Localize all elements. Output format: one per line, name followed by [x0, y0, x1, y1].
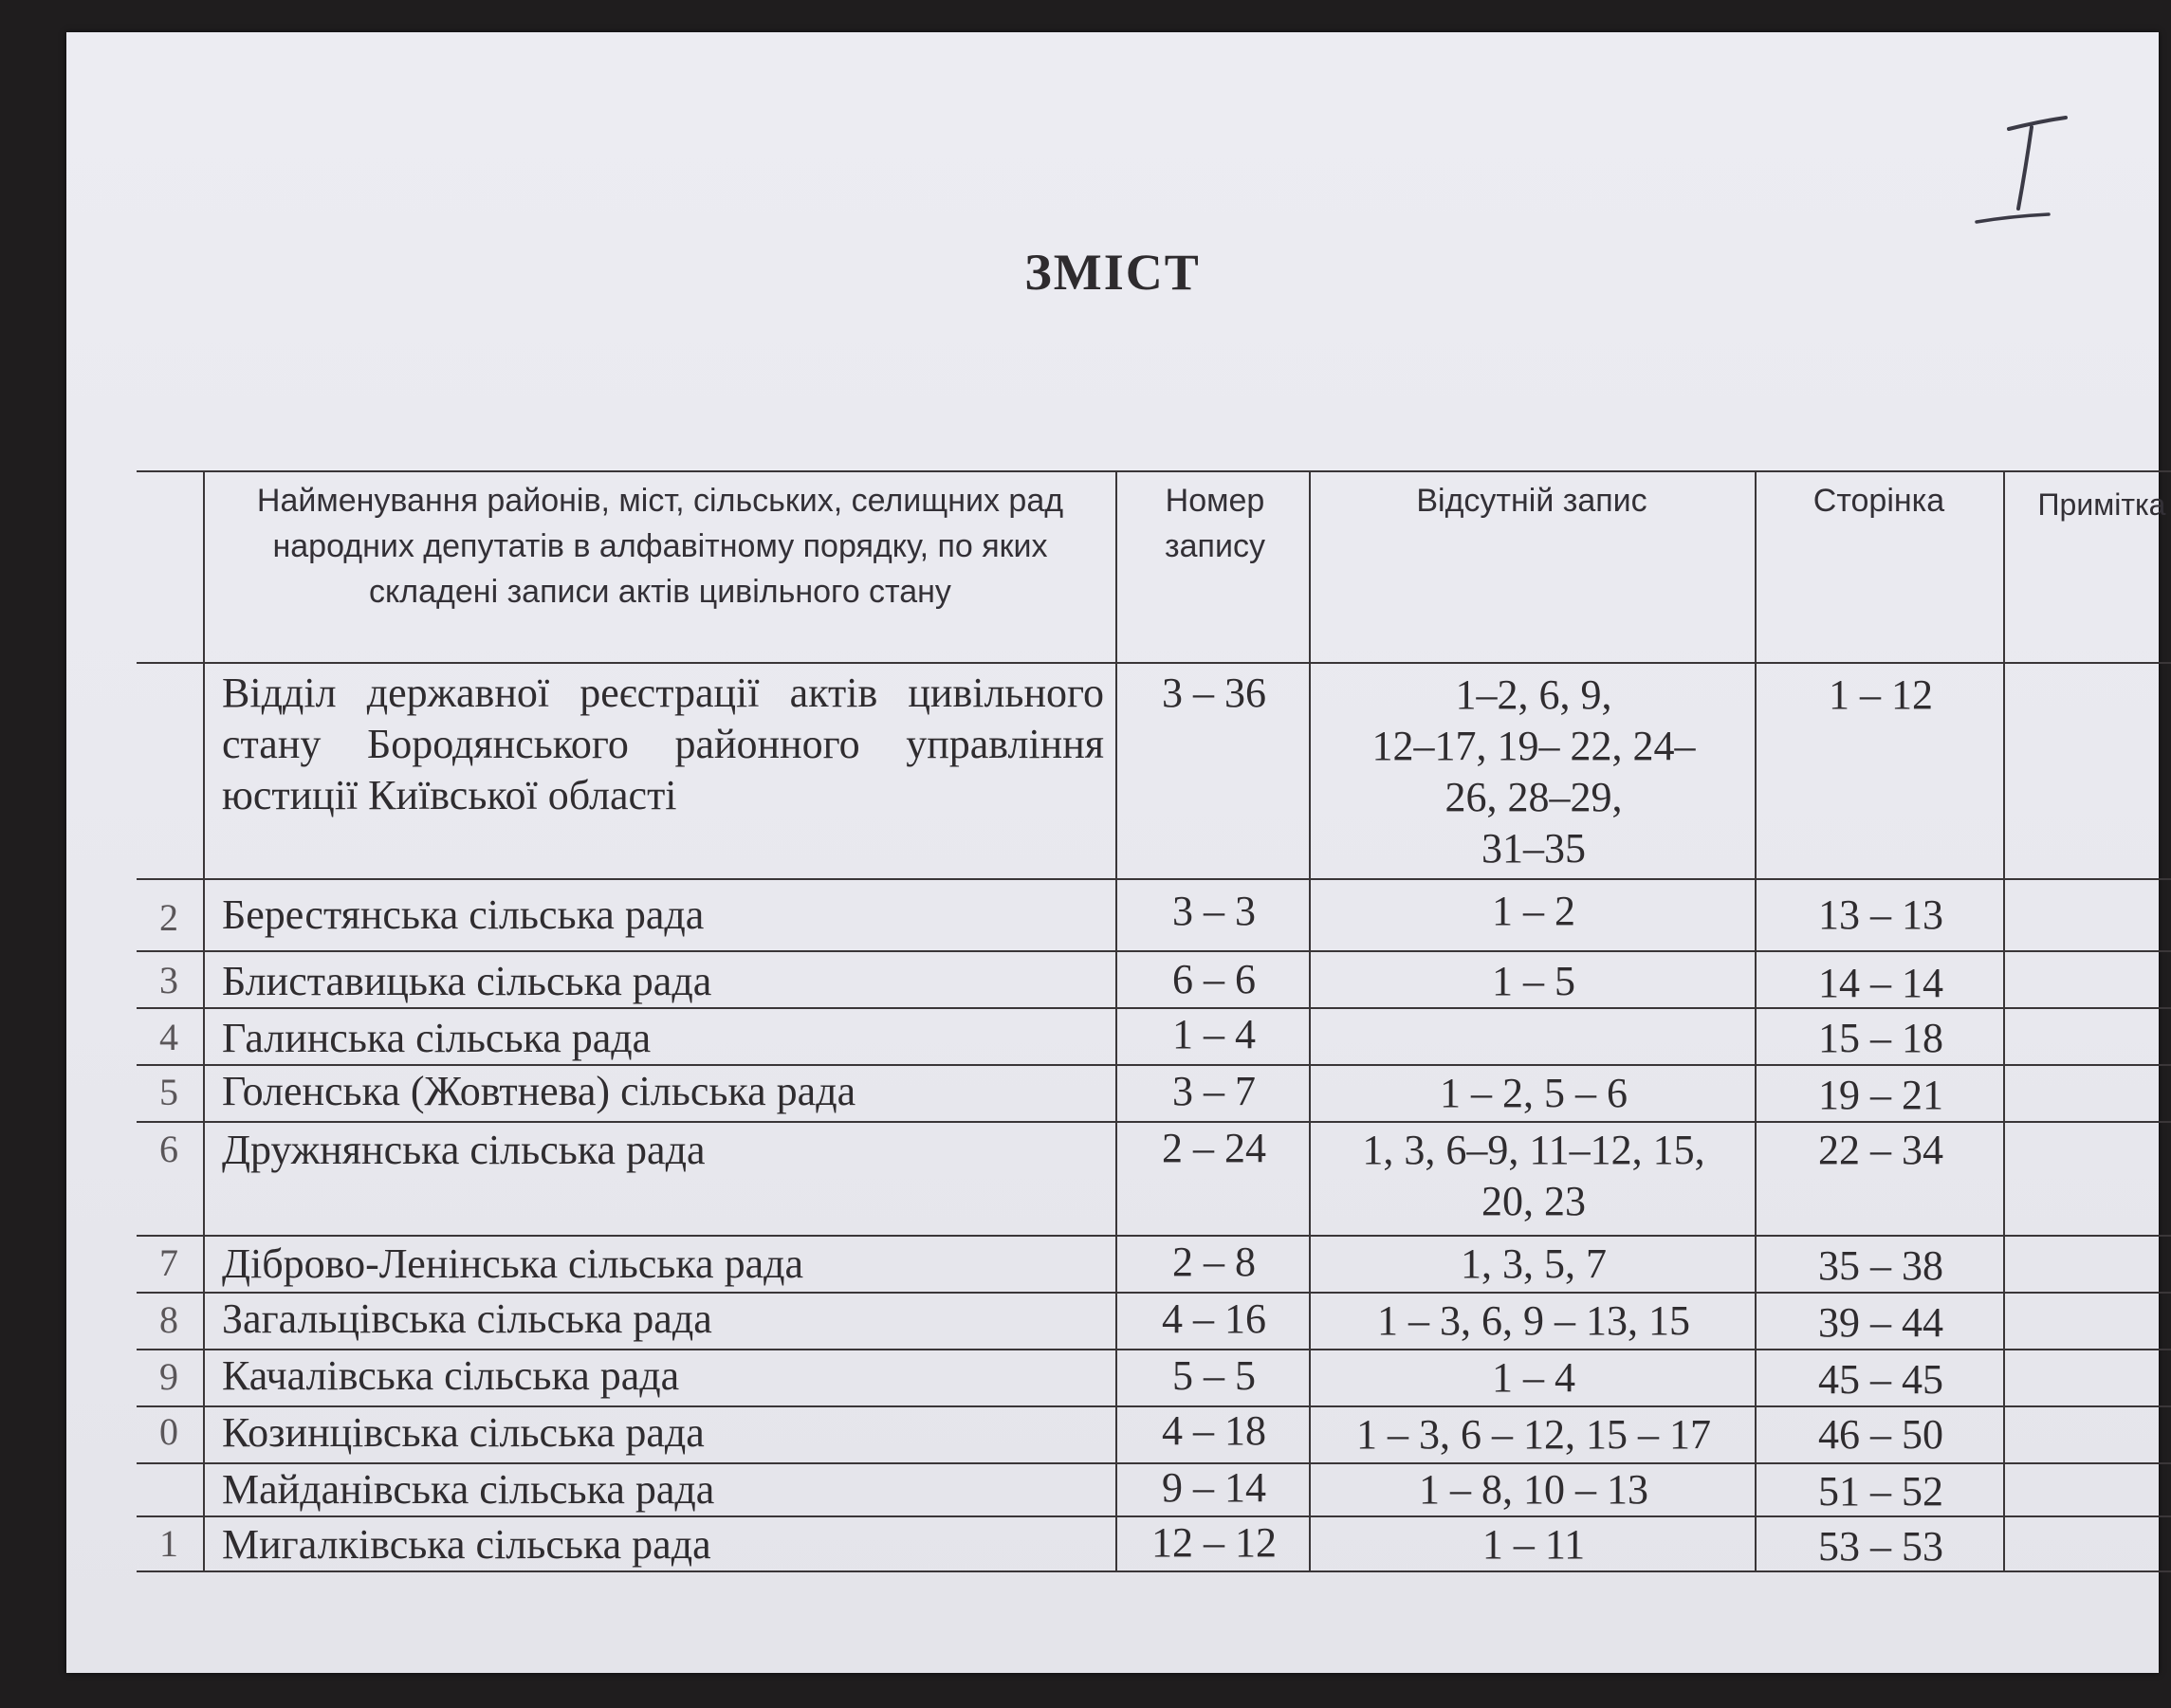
row-missing: 1–2, 6, 9, 12–17, 19– 22, 24– 26, 28–29, 31–35 — [1371, 671, 1696, 872]
table-column-rule — [1115, 470, 1117, 1572]
row-record: 2 – 8 — [1172, 1239, 1256, 1285]
row-index: 7 — [159, 1241, 178, 1284]
row-missing: 1 – 3, 6 – 12, 15 – 17 — [1356, 1411, 1711, 1458]
row-index: 5 — [159, 1071, 178, 1113]
row-page: 39 – 44 — [1818, 1299, 1943, 1346]
header-record-number: Номер запису — [1165, 483, 1265, 564]
header-missing-record: Відсутній запис — [1416, 483, 1647, 519]
row-record: 12 – 12 — [1151, 1519, 1277, 1566]
row-page: 22 – 34 — [1818, 1127, 1943, 1173]
row-missing: 1, 3, 5, 7 — [1461, 1240, 1607, 1287]
row-name: Загальцівська сільська рада — [222, 1295, 712, 1342]
row-missing: 1 – 8, 10 – 13 — [1419, 1466, 1648, 1513]
row-name: Голенська (Жовтнева) сільська рада — [222, 1068, 856, 1114]
row-name: Берестянська сільська рада — [222, 891, 705, 938]
header-note: Примітка — [2037, 487, 2166, 522]
row-index: 2 — [159, 896, 178, 939]
row-record: 5 – 5 — [1172, 1352, 1256, 1399]
row-missing: 1, 3, 6–9, 11–12, 15, 20, 23 — [1362, 1127, 1705, 1224]
row-page: 13 – 13 — [1818, 891, 1943, 938]
row-name: Діброво-Ленінська сільська рада — [222, 1240, 804, 1287]
row-missing: 1 – 4 — [1492, 1354, 1575, 1401]
row-missing: 1 – 11 — [1481, 1521, 1586, 1568]
row-page: 53 – 53 — [1818, 1523, 1943, 1570]
row-name: Блиставицька сільська рада — [222, 958, 712, 1004]
handwritten-numeral-i-icon — [1973, 110, 2077, 233]
table-rule — [137, 950, 2171, 952]
row-index: 8 — [159, 1298, 178, 1341]
row-name: Галинська сільська рада — [222, 1015, 652, 1061]
table-column-rule — [1309, 470, 1311, 1572]
row-record: 2 – 24 — [1162, 1125, 1266, 1171]
row-record: 1 – 4 — [1172, 1011, 1256, 1057]
row-index: 1 — [159, 1522, 178, 1565]
row-name: Відділ державної реєстрації актів цивільного стану Бородянського районного управління юстиції Київської області — [222, 670, 1104, 818]
row-page: 45 – 45 — [1818, 1356, 1943, 1403]
table-column-rule — [1755, 470, 1757, 1572]
row-index: 3 — [159, 959, 178, 1001]
handwritten-page-mark — [1973, 110, 2077, 233]
row-page: 15 – 18 — [1818, 1015, 1943, 1061]
row-record: 6 – 6 — [1172, 956, 1256, 1002]
row-record: 4 – 16 — [1162, 1295, 1266, 1342]
row-page: 51 – 52 — [1818, 1468, 1943, 1515]
row-record: 4 – 18 — [1162, 1407, 1266, 1454]
row-index: 0 — [159, 1410, 178, 1453]
row-name: Дружнянська сільська рада — [222, 1127, 706, 1173]
row-index: 6 — [159, 1128, 178, 1170]
row-record: 9 – 14 — [1162, 1464, 1266, 1511]
row-index: 4 — [159, 1016, 178, 1058]
row-page: 35 – 38 — [1818, 1242, 1943, 1289]
row-name: Козинцівська сільська рада — [222, 1409, 705, 1456]
row-name: Майданівська сільська рада — [222, 1466, 715, 1513]
row-index: 9 — [159, 1355, 178, 1398]
row-name: Качалівська сільська рада — [222, 1352, 680, 1399]
contents-table — [137, 470, 2171, 1572]
header-name: Найменування районів, міст, сільських, селищних рад народних депутатів в алфавітному порядку, по яких складені записи актів цивільного стану — [256, 483, 1064, 610]
table-rule — [137, 878, 2171, 880]
row-page: 46 – 50 — [1818, 1411, 1943, 1458]
row-missing: 1 – 2 — [1492, 888, 1575, 934]
row-page: 19 – 21 — [1818, 1072, 1943, 1118]
row-record: 3 – 7 — [1172, 1068, 1256, 1114]
row-missing: 1 – 2, 5 – 6 — [1440, 1070, 1628, 1116]
row-page: 14 – 14 — [1818, 960, 1943, 1006]
row-missing: 1 – 3, 6, 9 – 13, 15 — [1377, 1297, 1690, 1344]
row-name: Мигалківська сільська рада — [222, 1521, 711, 1568]
table-rule — [137, 662, 2171, 664]
row-record: 3 – 36 — [1162, 670, 1266, 716]
header-page: Сторінка — [1812, 483, 1945, 519]
document-page — [66, 32, 2166, 1673]
table-column-rule — [2003, 470, 2005, 1572]
table-column-rule — [203, 470, 205, 1572]
table-rule — [137, 470, 2171, 472]
row-missing: 1 – 5 — [1492, 958, 1575, 1004]
row-page: 1 – 12 — [1829, 671, 1933, 718]
page-title: ЗМІСТ — [1024, 244, 1201, 301]
row-record: 3 – 3 — [1172, 888, 1256, 934]
